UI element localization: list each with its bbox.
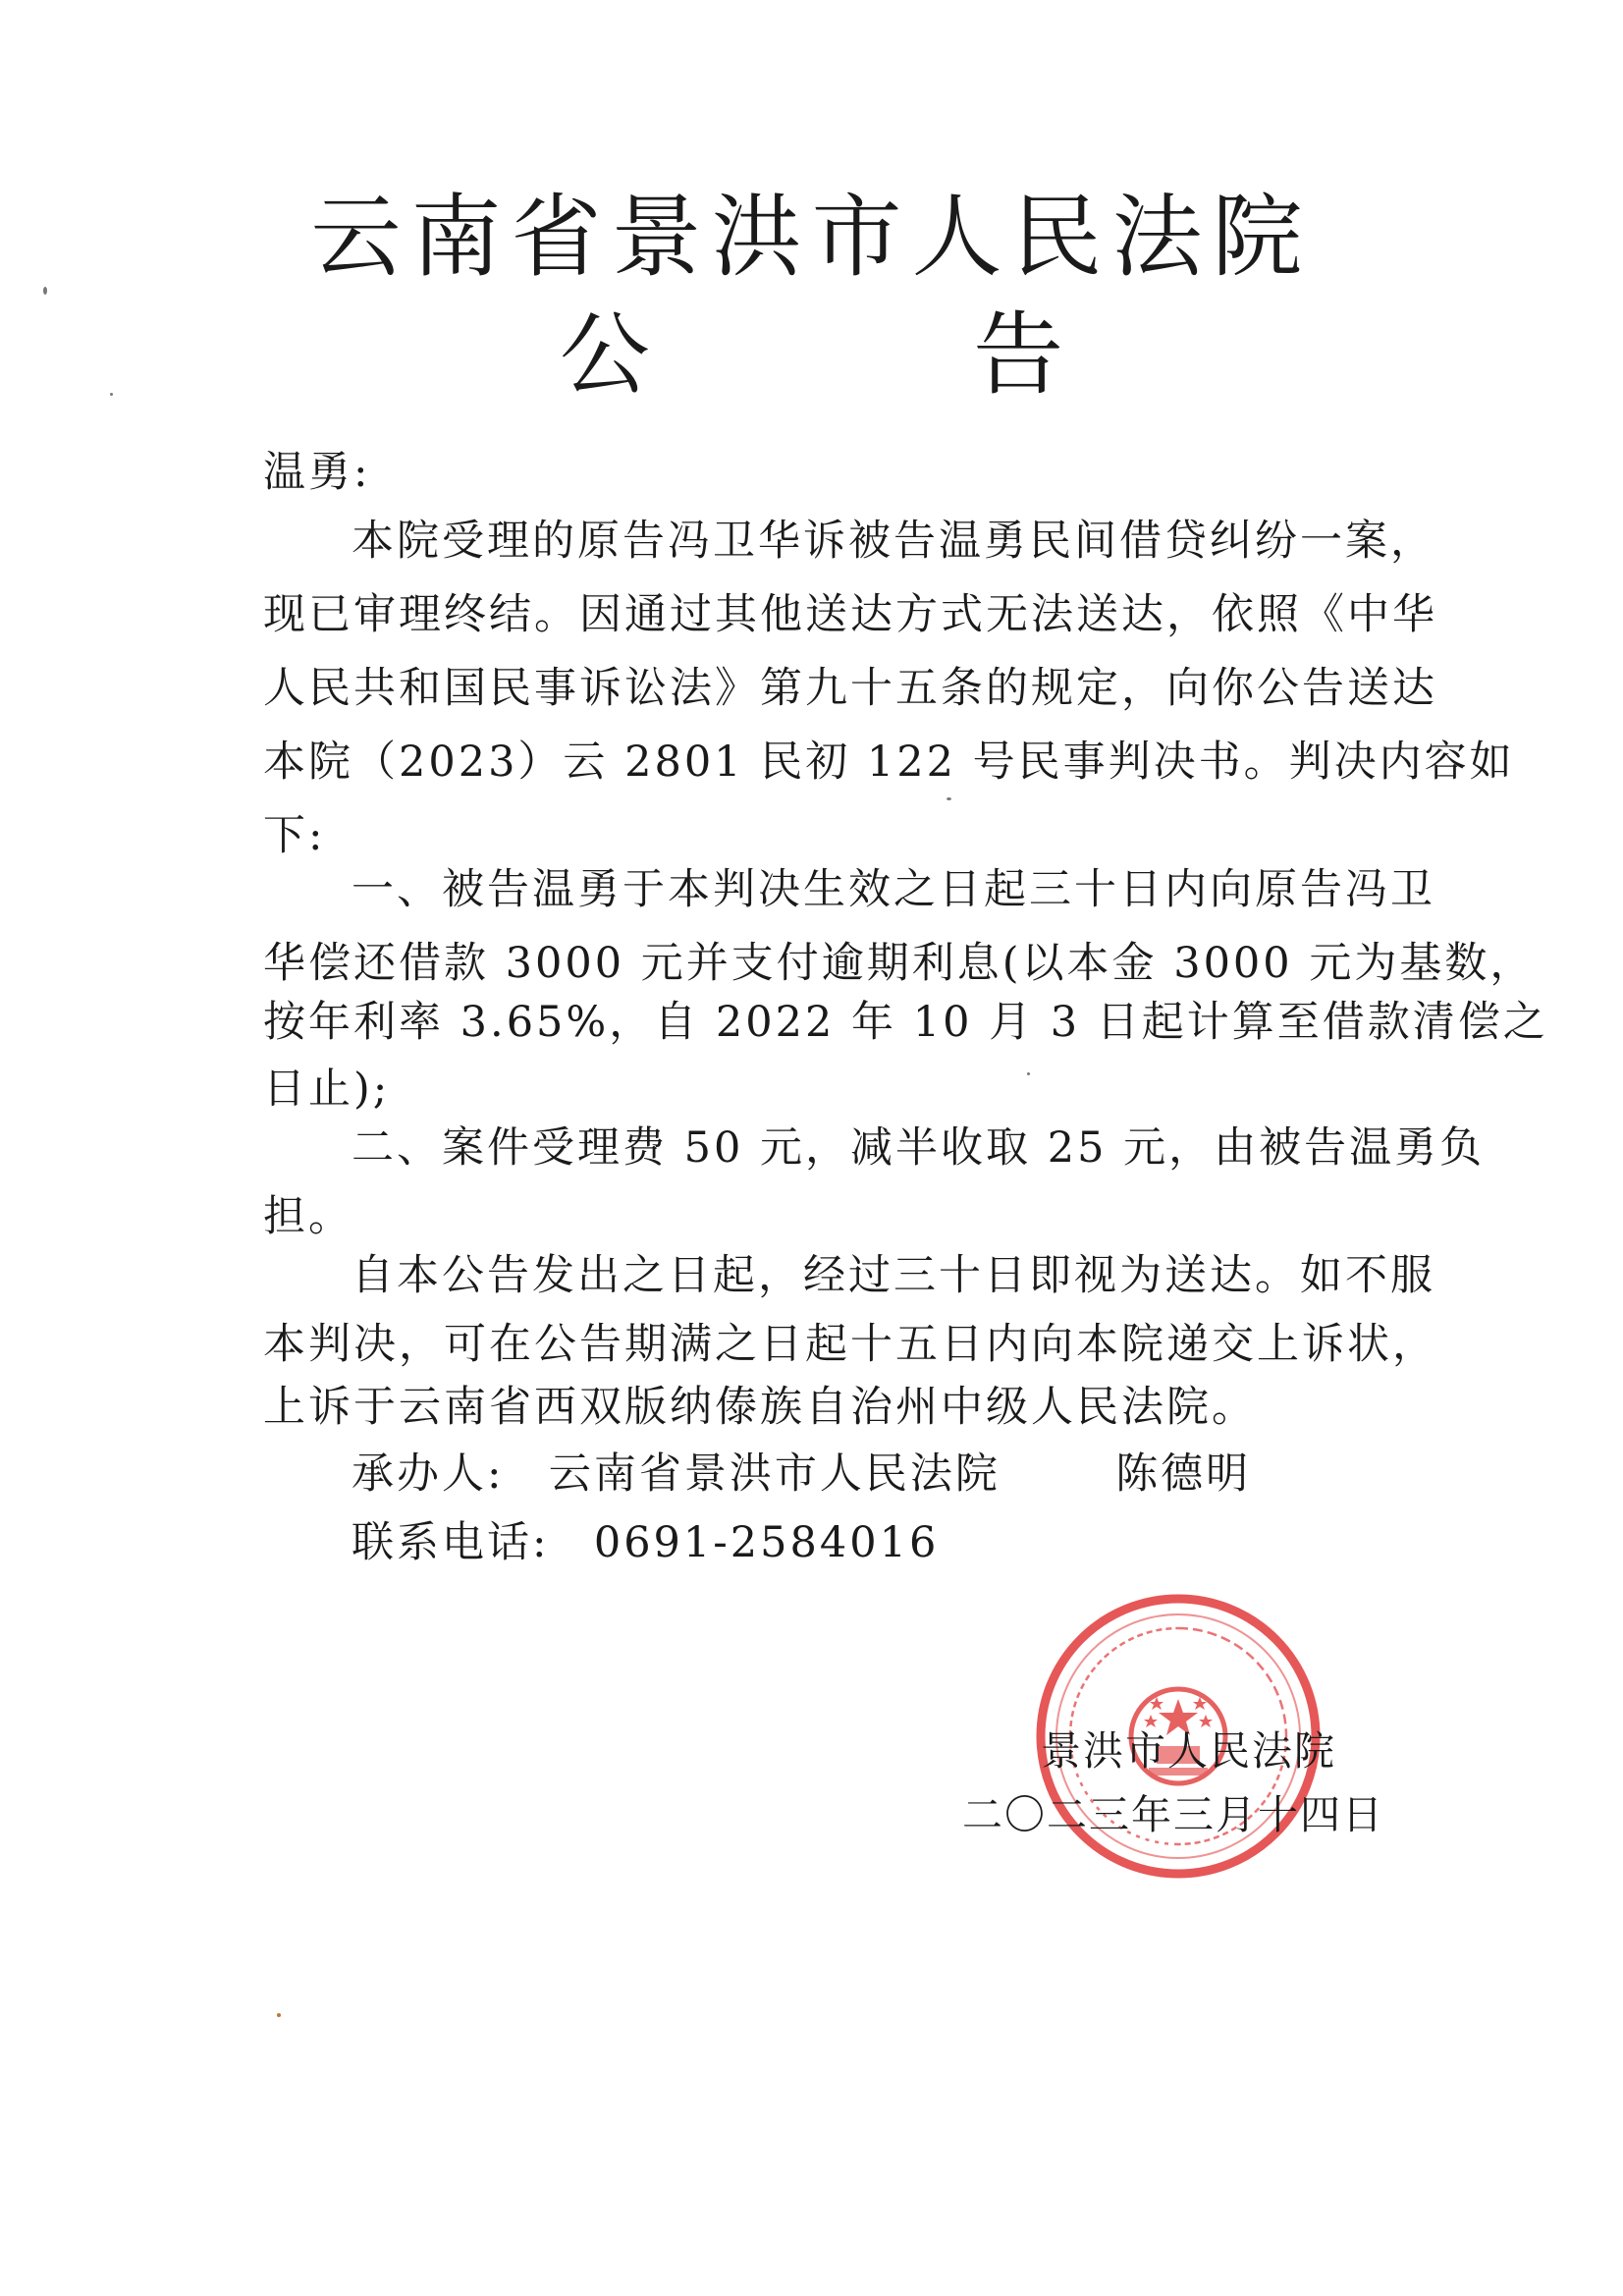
paragraph-3-line: 担。 <box>263 1192 353 1241</box>
paragraph-3-line: 二、案件受理费 50 元，减半收取 25 元，由被告温勇负 <box>352 1123 1486 1173</box>
issue-date: 二〇二三年三月十四日 <box>962 1791 1384 1838</box>
scan-speck <box>43 287 47 295</box>
scan-speck <box>277 2013 281 2017</box>
paragraph-1-line: 本院受理的原告冯卫华诉被告温勇民间借贷纠纷一案， <box>352 517 1435 566</box>
document-type-title: 公 告 <box>559 302 1212 408</box>
issuing-court: 景洪市人民法院 <box>1041 1727 1336 1775</box>
scan-speck <box>1027 1072 1030 1075</box>
phone-number: 0691-2584016 <box>593 1518 940 1567</box>
paragraph-4-line: 上诉于云南省西双版纳傣族自治州中级人民法院。 <box>263 1383 1257 1432</box>
salutation: 温勇: <box>263 448 371 497</box>
handler-organization: 云南省景洪市人民法院 <box>548 1449 1001 1499</box>
paragraph-4-line: 本判决，可在公告期满之日起十五日内向本院递交上诉状， <box>263 1320 1437 1369</box>
scan-speck <box>947 797 951 800</box>
paragraph-1-line: 下: <box>263 811 326 860</box>
phone-line <box>352 1518 940 1567</box>
scan-speck <box>110 393 113 396</box>
handler-label: 承办人: <box>352 1449 505 1499</box>
paragraph-1-line: 现已审理终结。因通过其他送达方式无法送达，依照《中华 <box>263 590 1437 639</box>
paragraph-2-line: 华偿还借款 3000 元并支付逾期利息(以本金 3000 元为基数， <box>263 939 1536 988</box>
court-title: 云南省景洪市人民法院 <box>310 185 1313 290</box>
paragraph-4-line: 自本公告发出之日起，经过三十日即视为送达。如不服 <box>352 1251 1435 1300</box>
handler-line <box>352 1449 1252 1499</box>
phone-label: 联系电话: <box>352 1518 550 1567</box>
paragraph-2-line: 一、被告温勇于本判决生效之日起三十日内向原告冯卫 <box>352 865 1435 914</box>
handler-name: 陈德明 <box>1115 1449 1252 1499</box>
paragraph-1-line: 人民共和国民事诉讼法》第九十五条的规定，向你公告送达 <box>263 664 1437 713</box>
paragraph-2-line: 日止); <box>263 1065 391 1114</box>
paragraph-1-line: 本院（2023）云 2801 民初 122 号民事判决书。判决内容如 <box>263 738 1515 787</box>
paragraph-2-line: 按年利率 3.65%，自 2022 年 10 月 3 日起计算至借款清偿之 <box>263 998 1548 1047</box>
